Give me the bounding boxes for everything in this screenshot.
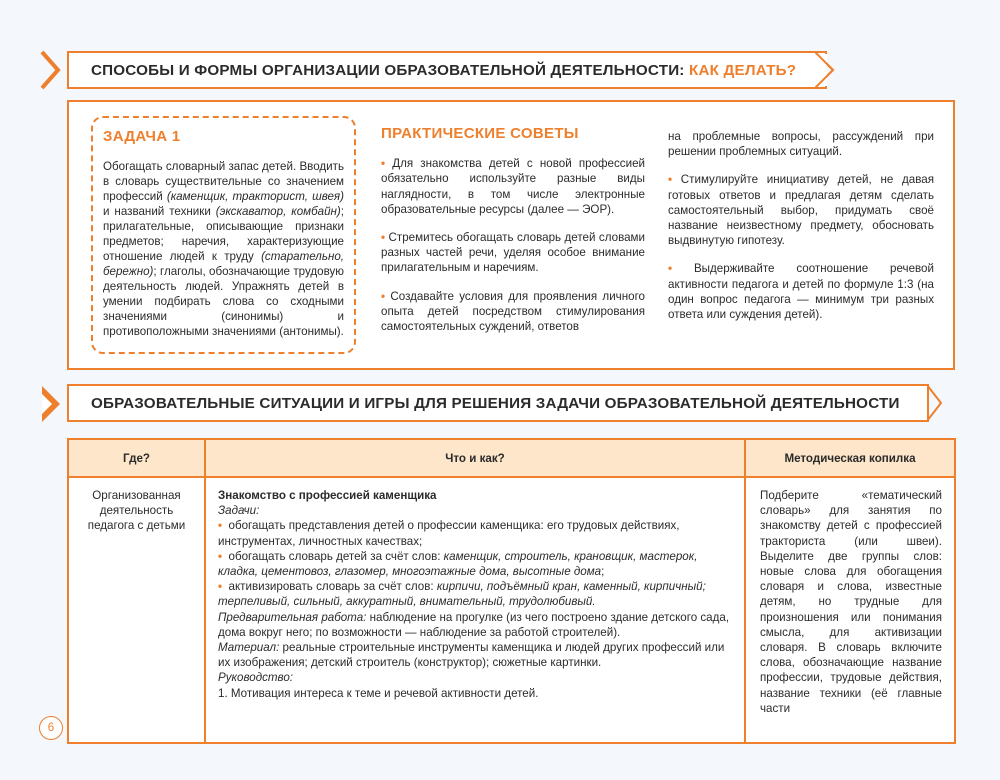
tip-item: • Для знакомства детей с новой профессией обязательно используйте разные виды наглядности, в том числе электронные образовательные ресурсы (далее — ЭОР).	[381, 157, 645, 216]
tip-item: • Стимулируйте инициативу детей, не давая готовых ответов и предлагая детям сделать самостоятельный выбор, придумать своё название неизвестному предмету, обосновать выдвинутую гипотезу.	[668, 173, 934, 248]
tip-item: • Создавайте условия для проявления личного опыта детей посредством стимулирования самостоятельных суждений, ответов	[381, 289, 645, 334]
cell-where: Организованная деятельность педагога с детьми	[69, 478, 206, 742]
table-row	[69, 478, 954, 742]
task-bullet: • обогащать представления детей о профессии каменщика: его трудовых действиях, инструментах, личностных качествах;	[218, 519, 680, 548]
table-header-row	[69, 440, 954, 478]
banner-title: СПОСОБЫ И ФОРМЫ ОРГАНИЗАЦИИ ОБРАЗОВАТЕЛЬНОЙ ДЕЯТЕЛЬНОСТИ:	[91, 61, 685, 79]
table-header-what: Что и как?	[206, 440, 746, 476]
tips-title: ПРАКТИЧЕСКИЕ СОВЕТЫ	[381, 125, 579, 142]
banner-title-accent: КАК ДЕЛАТЬ?	[689, 61, 797, 79]
task-description: Обогащать словарный запас детей. Вводить в словарь существительные со значением профессий (каменщик, тракторист, швея) и названий техники (экскаватор, комбайн); прилагательные, описывающие признаки предметов; наречия, характеризующие отношение людей к труду (старательно, бережно); глаголы, обозначающие трудовую деятельность людей. Упражнять детей в умении подбирать слова со сходными значениями (синонимы) и противоположными значениями (антонимы).	[103, 160, 345, 338]
table-header-where: Где?	[69, 440, 206, 476]
banner-notch-icon	[815, 51, 835, 89]
page-number: 6	[39, 716, 63, 740]
tip-item: • Стремитесь обогащать словарь детей словами разных частей речи, уделяя особое внимание прилагательным и наречиям.	[381, 231, 645, 275]
banner-notch-icon	[927, 384, 943, 422]
task-bullet: • активизировать словарь за счёт слов: кирпичи, подъёмный кран, каменный, кирпичный; терпеливый, сильный, аккуратный, внимательный, трудолюбивый.	[218, 580, 706, 609]
guide-label: Руководство:	[218, 671, 294, 685]
task-bullet: • обогащать словарь детей за счёт слов: каменщик, строитель, крановщик, мастерок, кладка, цементовоз, глазомер, многоэтажные дома, высотные дома;	[218, 549, 698, 579]
tip-item: • Выдерживайте соотношение речевой активности педагога и детей по формуле 1:3 (на один вопрос педагога — минимум три разных ответа или суждения детей).	[668, 262, 934, 322]
task-card	[91, 116, 356, 354]
prep-work: Предварительная работа: наблюдение на прогулке (из чего построено здание детского сада, дома вокруг него; по возможности — наблюдение за работой строителей).	[218, 610, 730, 639]
banner-title: ОБРАЗОВАТЕЛЬНЫЕ СИТУАЦИИ И ИГРЫ ДЛЯ РЕШЕНИЯ ЗАДАЧИ ОБРАЗОВАТЕЛЬНОЙ ДЕЯТЕЛЬНОСТИ	[91, 394, 900, 412]
tip-item-continued: на проблемные вопросы, рассуждений при решении проблемных ситуаций.	[668, 130, 934, 159]
tasks-label: Задачи:	[218, 504, 260, 518]
section-arrow-icon	[38, 50, 62, 90]
activity-heading: Знакомство с профессией каменщика	[218, 489, 437, 502]
tips-column-2	[668, 129, 934, 335]
section-arrow-icon	[38, 384, 62, 424]
table-header-kopilka: Методическая копилка	[784, 451, 916, 465]
section-banner-methods	[67, 51, 827, 89]
section-banner-situations	[67, 384, 929, 422]
task-title: ЗАДАЧА 1	[103, 128, 181, 145]
cell-kopilka: Подберите «тематический словарь» для занятия по знакомству детей с профессией тракториста (или швеи). Выделите две группы слов: новые слова для обогащения словаря и слова, известные детям, но трудные для произношения или понимания смысла, для активизации словаря. В словарь включите слова, обозначающие название профессии, трудовые действия, название техники (её главные части	[760, 489, 942, 715]
cell-what	[206, 478, 746, 742]
guide-step: 1. Мотивация интереса к теме и речевой активности детей.	[218, 686, 539, 700]
tips-column-1	[381, 126, 645, 347]
materials: Материал: реальные строительные инструменты каменщика и людей других профессий или их изображения; детский строитель (конструктор); сюжетные картинки.	[218, 641, 725, 670]
situations-table	[67, 438, 956, 744]
